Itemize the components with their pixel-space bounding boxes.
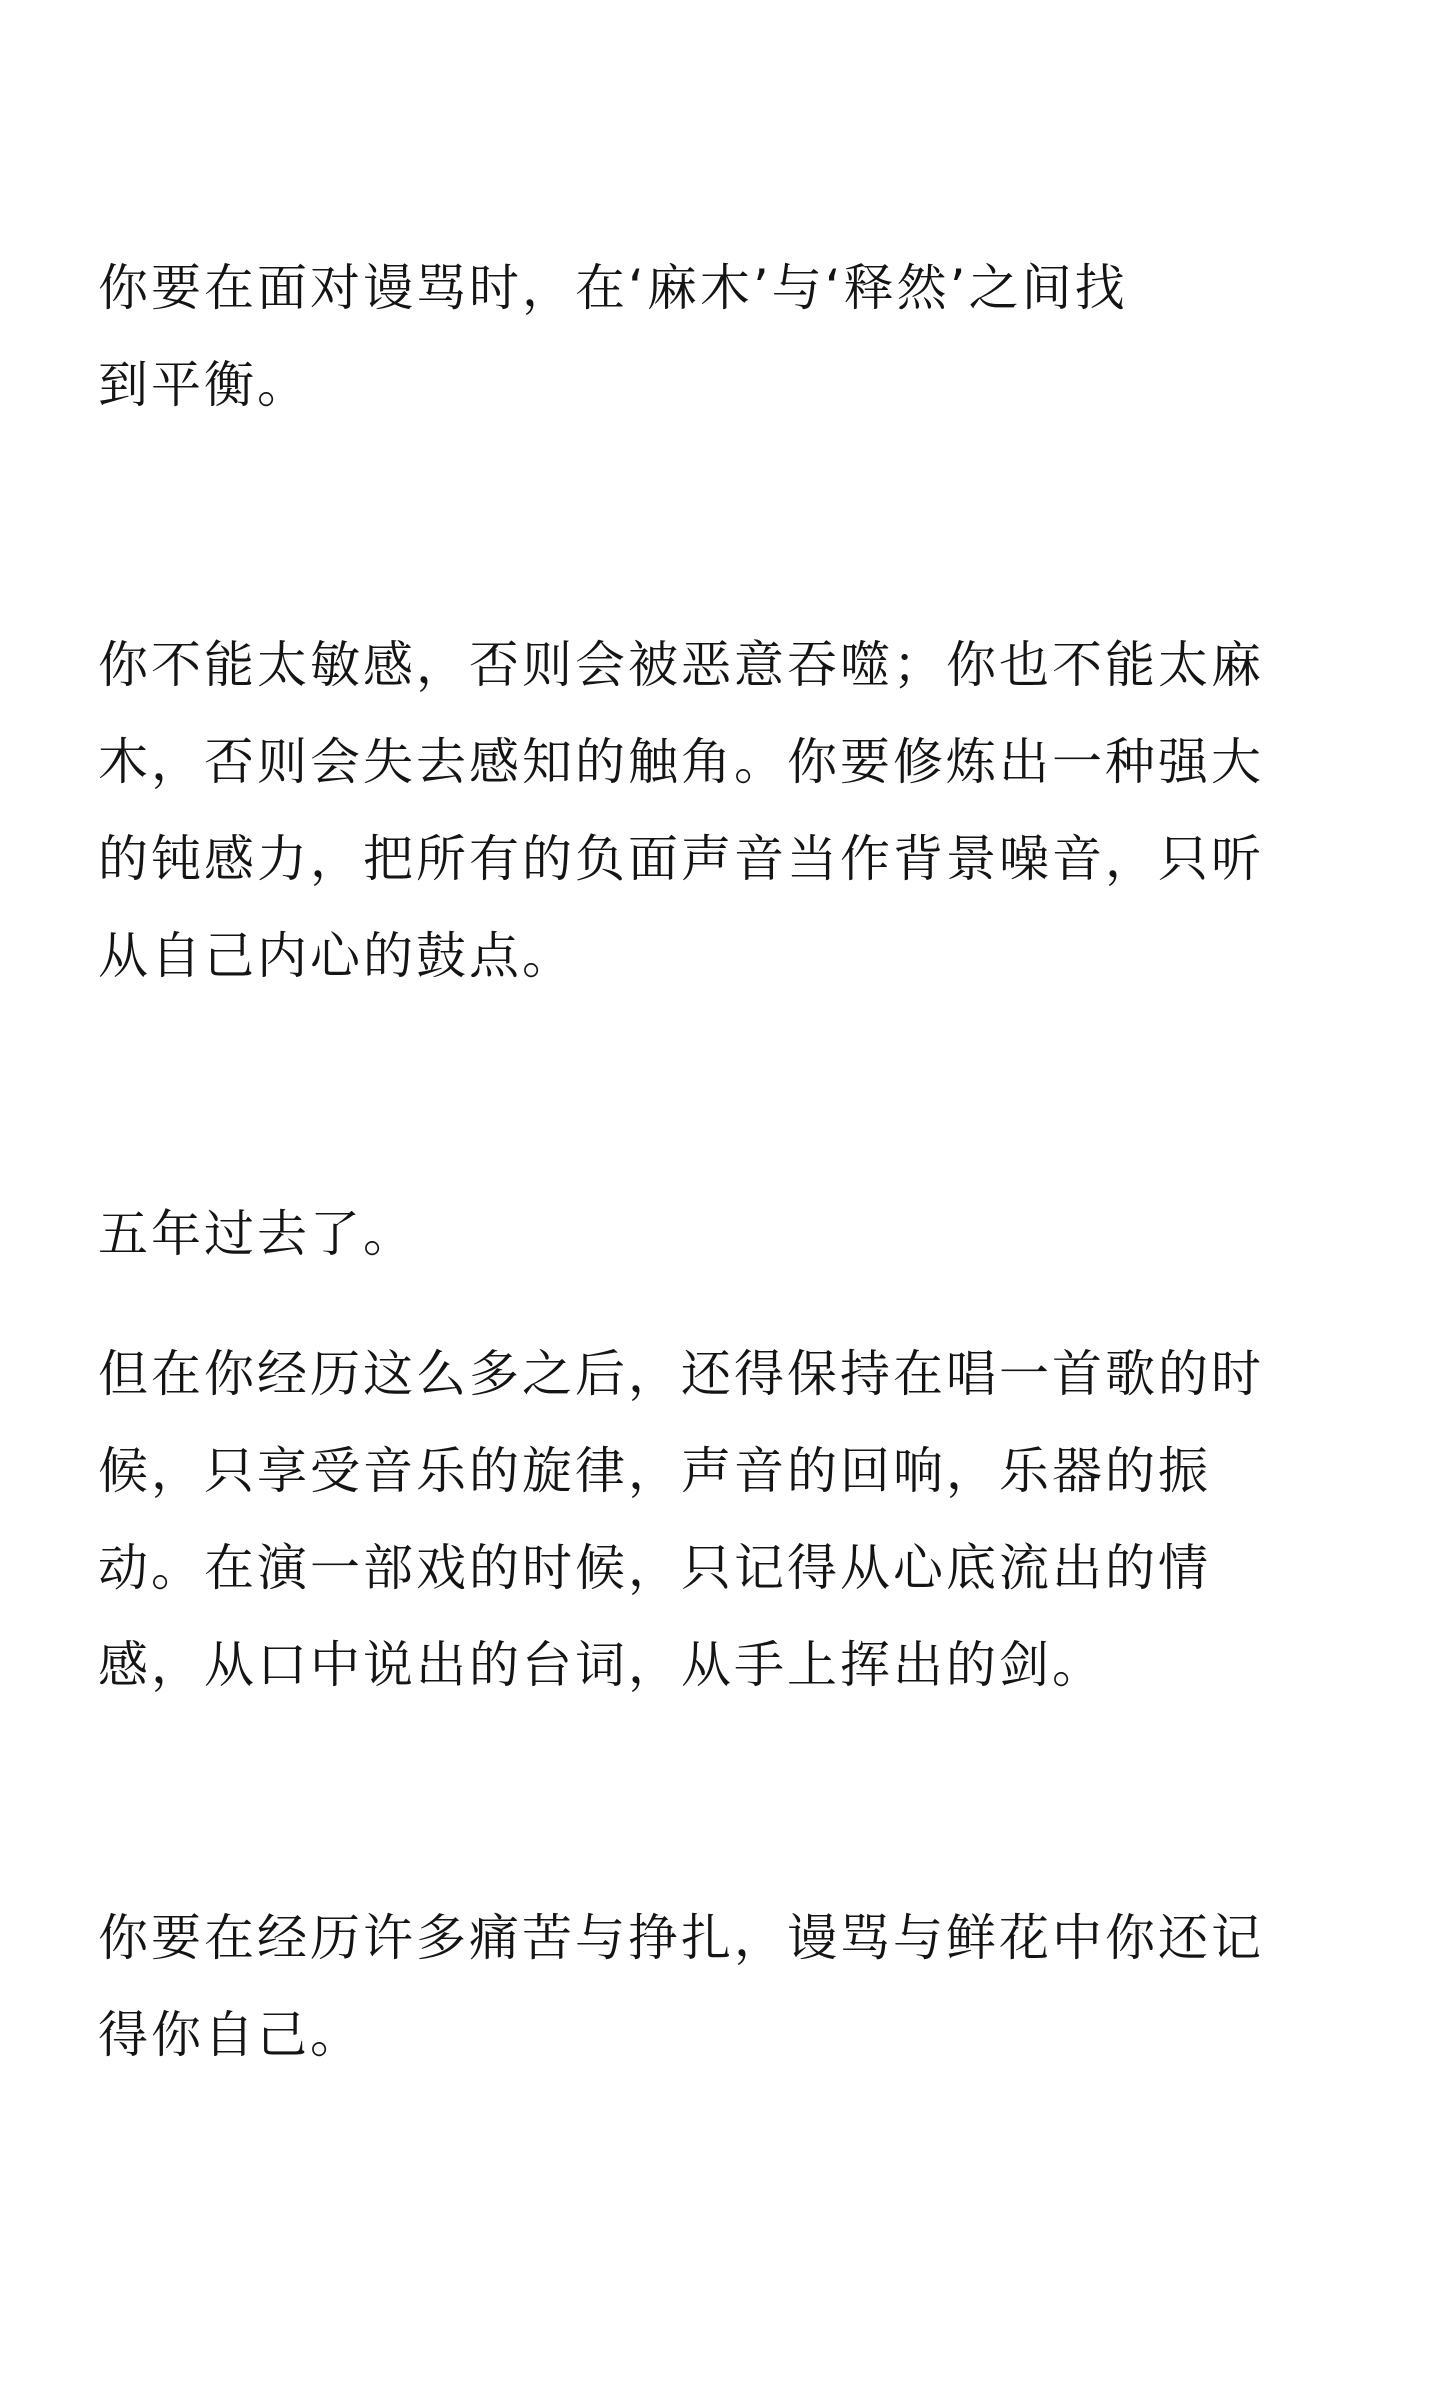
text-line: 但在你经历这么多之后，还得保持在唱一首歌的时 xyxy=(98,1345,1264,1403)
text-line: 木，否则会失去感知的触角。你要修炼出一种强大 xyxy=(98,733,1264,791)
text-line: 候，只享受音乐的旋律，声音的回响，乐器的振 xyxy=(98,1442,1211,1500)
text-line: 五年过去了。 xyxy=(98,1205,416,1263)
text-line: 动。在演一部戏的时候，只记得从心底流出的情 xyxy=(98,1539,1211,1597)
paragraph-balance xyxy=(98,240,1348,434)
paragraph-sensitivity xyxy=(98,617,1348,1005)
text-line: 你要在面对谩骂时，在‘麻木’与‘释然’之间找 xyxy=(98,259,1128,317)
text-line: 得你自己。 xyxy=(98,2006,363,2064)
text-line: 的钝感力，把所有的负面声音当作背景噪音，只听 xyxy=(98,830,1264,888)
text-line: 你不能太敏感，否则会被恶意吞噬；你也不能太麻 xyxy=(98,636,1264,694)
paragraph-remember-yourself xyxy=(98,1890,1348,2084)
text-line: 感，从口中说出的台词，从手上挥出的剑。 xyxy=(98,1636,1105,1694)
text-line: 从自己内心的鼓点。 xyxy=(98,927,575,985)
text-line: 你要在经历许多痛苦与挣扎，谩骂与鲜花中你还记 xyxy=(98,1909,1264,1967)
text-line: 到平衡。 xyxy=(98,356,310,414)
paragraph-singing-acting xyxy=(98,1326,1348,1714)
paragraph-five-years xyxy=(98,1186,1348,1283)
